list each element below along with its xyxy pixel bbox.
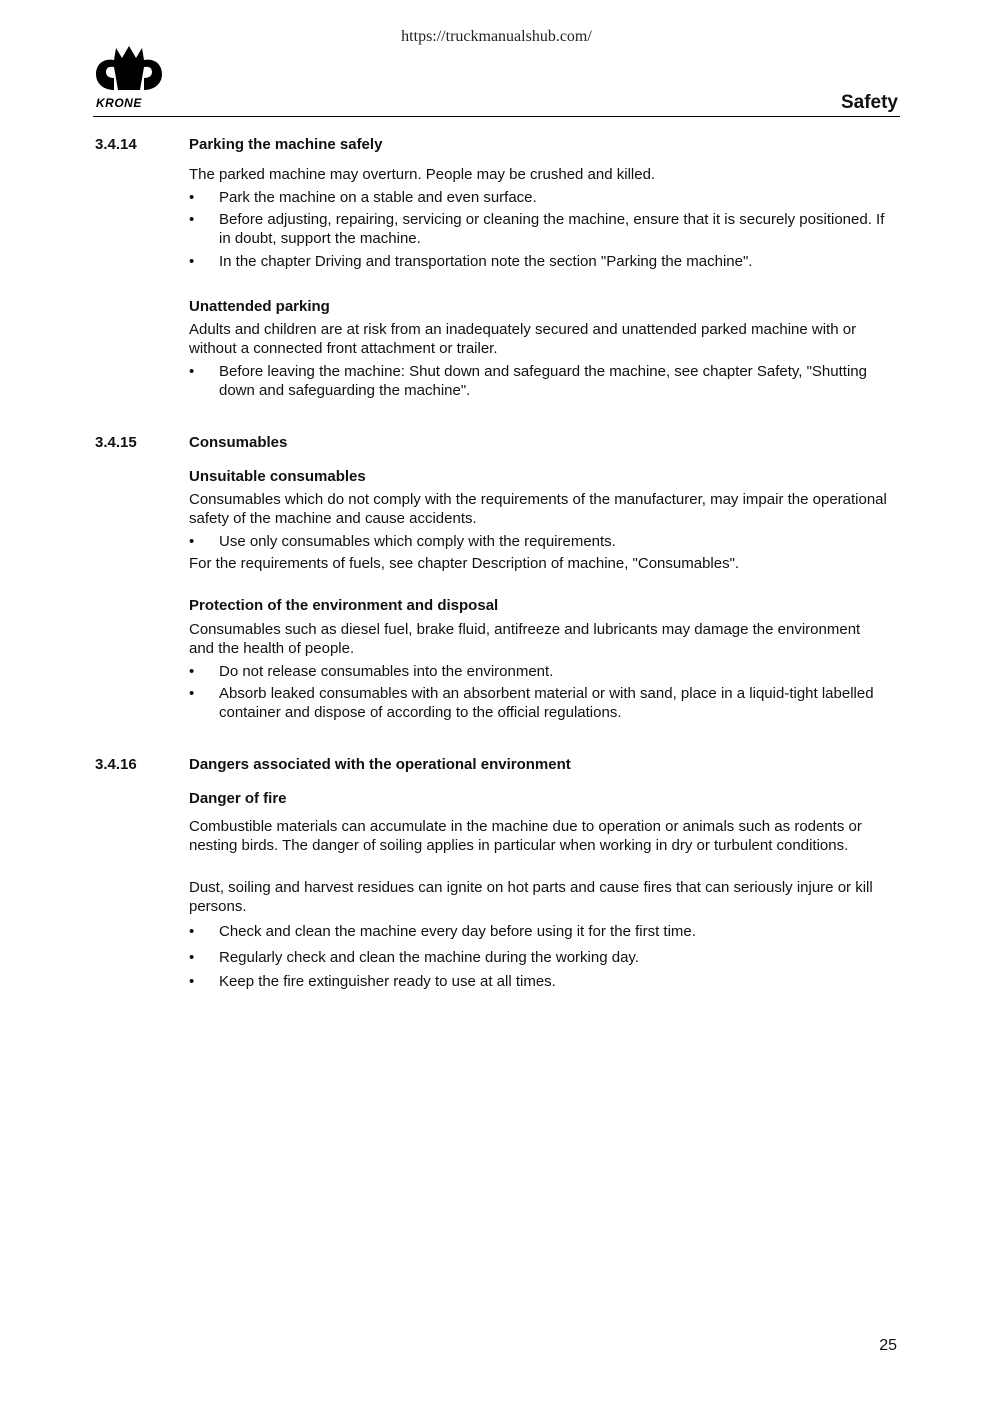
list-item-text: Before adjusting, repairing, servicing or cleaning the machine, ensure that it is securely positioned. If in doubt, support the machine. <box>219 211 885 247</box>
list-item <box>189 922 889 941</box>
bullet-icon: • <box>189 533 195 550</box>
bullet-icon: • <box>189 189 195 206</box>
section-title: Consumables <box>189 434 288 451</box>
bullet-icon: • <box>189 363 195 380</box>
list-item <box>189 532 889 551</box>
paragraph: The parked machine may overturn. People may be crushed and killed. <box>189 166 656 183</box>
section-heading-3-4-14 <box>95 136 382 153</box>
list-item-text: Check and clean the machine every day before using it for the first time. <box>219 923 696 940</box>
bullet-icon: • <box>189 253 195 270</box>
list-item <box>189 972 889 991</box>
page-number: 25 <box>879 1337 897 1354</box>
page-header-title: Safety <box>840 92 898 113</box>
list-item-text: Do not release consumables into the environment. <box>219 663 554 680</box>
list-item-text: Absorb leaked consumables with an absorbent material or with sand, place in a liquid-tight labelled container and dispose of according to the official regulations. <box>219 685 874 721</box>
bullet-icon: • <box>189 211 195 228</box>
list-item-text: Park the machine on a stable and even surface. <box>219 189 537 206</box>
list-item-text: In the chapter Driving and transportation note the section "Parking the machine". <box>219 253 753 270</box>
bullet-icon: • <box>189 685 195 702</box>
section-title: Dangers associated with the operational environment <box>189 756 571 773</box>
bullet-icon: • <box>189 949 195 966</box>
section-number: 3.4.15 <box>95 434 137 451</box>
section-title: Parking the machine safely <box>189 136 383 153</box>
list-item-text: Keep the fire extinguisher ready to use at all times. <box>219 973 556 990</box>
list-item <box>189 684 889 722</box>
list-item <box>189 362 889 400</box>
bullet-icon: • <box>189 663 195 680</box>
list-item <box>189 188 889 207</box>
list-item-text: Use only consumables which comply with the requirements. <box>219 533 616 550</box>
header-divider <box>93 116 900 117</box>
paragraph: Consumables such as diesel fuel, brake fluid, antifreeze and lubricants may damage the environment and the health of people. <box>189 621 861 657</box>
paragraph: Dust, soiling and harvest residues can ignite on hot parts and cause fires that can seriously injure or kill persons. <box>189 879 873 915</box>
section-number: 3.4.14 <box>95 136 137 153</box>
section-number: 3.4.16 <box>95 756 137 773</box>
bullet-icon: • <box>189 923 195 940</box>
list-item <box>189 210 889 248</box>
section-heading-3-4-15 <box>95 434 287 451</box>
list-item-text: Regularly check and clean the machine during the working day. <box>219 949 639 966</box>
list-item <box>189 252 889 271</box>
section-heading-3-4-16 <box>95 756 571 773</box>
list-item <box>189 948 889 967</box>
subheading: Unattended parking <box>189 298 330 315</box>
paragraph: Consumables which do not comply with the requirements of the manufacturer, may impair the operational safety of the machine and cause accidents. <box>189 491 887 527</box>
subheading: Unsuitable consumables <box>189 468 366 485</box>
subheading: Protection of the environment and disposal <box>189 597 499 614</box>
logo-wordmark: KRONE <box>96 96 142 110</box>
paragraph: Combustible materials can accumulate in the machine due to operation or animals such as rodents or nesting birds. The danger of soiling applies in particular when working in dry or turbulent conditions. <box>189 818 862 854</box>
source-url: https://truckmanualshub.com/ <box>401 28 592 45</box>
subheading: Danger of fire <box>189 790 287 807</box>
list-item <box>189 662 889 681</box>
paragraph: Adults and children are at risk from an inadequately secured and unattended parked machine with or without a connected front attachment or trailer. <box>189 321 857 357</box>
bullet-icon: • <box>189 973 195 990</box>
list-item-text: Before leaving the machine: Shut down and safeguard the machine, see chapter Safety, "Shutting down and safeguarding the machine". <box>219 363 867 399</box>
paragraph: For the requirements of fuels, see chapter Description of machine, "Consumables". <box>189 555 740 572</box>
